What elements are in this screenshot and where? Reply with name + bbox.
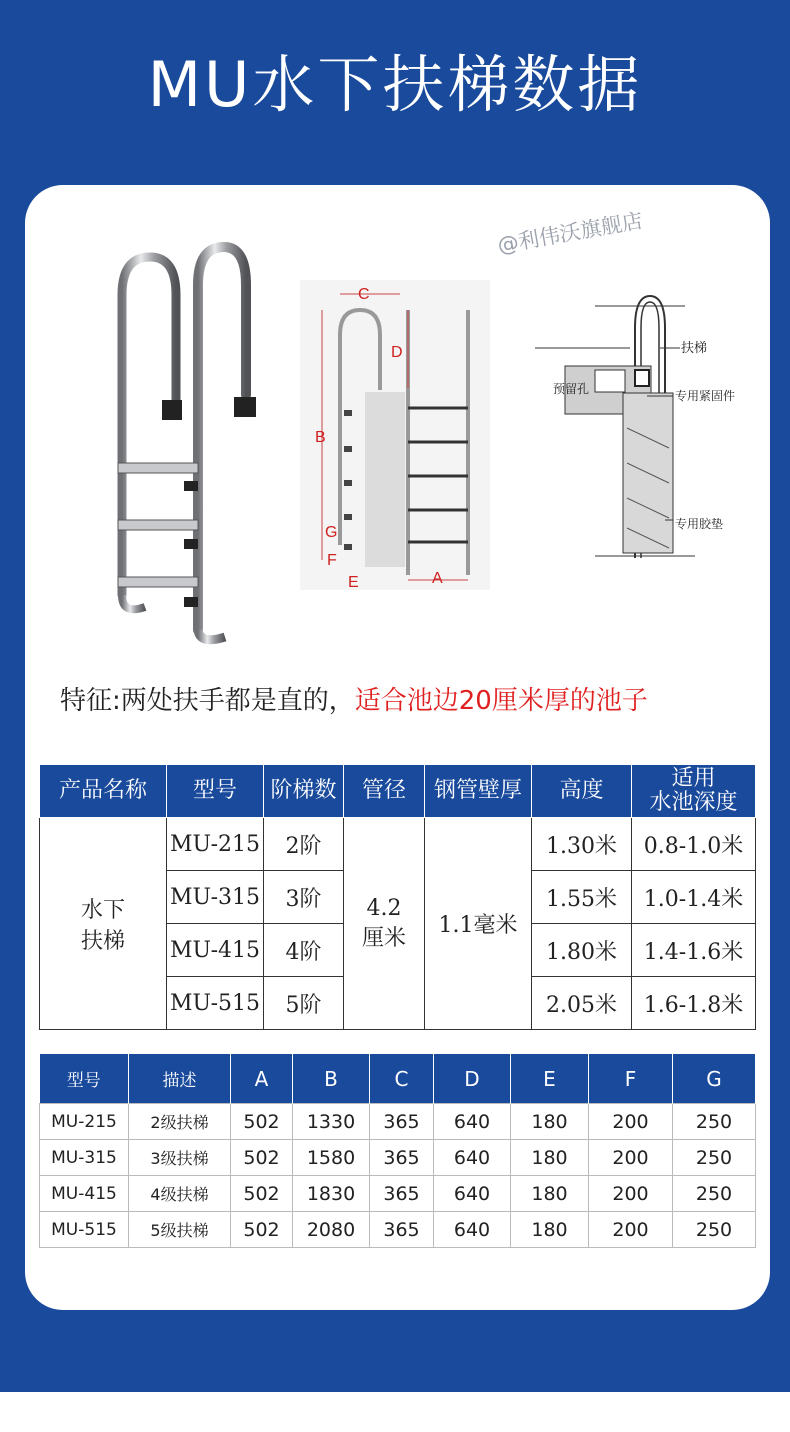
depth-cell: 1.6-1.8米 [632,977,756,1030]
col-header: B [293,1054,370,1104]
col-header: 型号 [167,765,264,818]
dimension-cell: 502 [231,1104,293,1140]
dim-label-d: D [391,344,403,361]
height-cell: 1.30米 [532,818,632,871]
pipe-diameter-cell [344,818,425,1030]
dimension-cell: 365 [370,1176,434,1212]
col-header-line: 水池深度 [649,790,738,815]
dimension-cell: 200 [589,1176,673,1212]
model-cell: MU-415 [167,924,264,977]
col-header: 描述 [129,1054,231,1104]
dimension-cell: 640 [434,1176,511,1212]
dimension-cell: 2080 [293,1212,370,1248]
steps-cell: 2阶 [264,818,344,871]
installation-diagram [535,288,760,563]
dim-label-f: F [327,552,337,569]
model-cell: MU-415 [40,1176,129,1212]
dimension-cell: 250 [673,1176,756,1212]
depth-cell: 1.0-1.4米 [632,871,756,924]
dimension-cell: 502 [231,1140,293,1176]
dimension-diagram [300,280,490,590]
dimension-cell: 180 [511,1104,589,1140]
dimension-cell: 200 [589,1140,673,1176]
dim-label-c: C [358,286,370,303]
wall-thickness-cell: 1.1毫米 [425,818,532,1030]
depth-cell: 0.8-1.0米 [632,818,756,871]
table-row [40,1212,756,1248]
dimension-cell: 640 [434,1104,511,1140]
steps-cell: 5阶 [264,977,344,1030]
feature-prefix: 特征:两处扶手都是直的， [60,686,355,716]
label-fastener: 专用紧固件 [675,389,736,403]
ladder-photo [100,235,270,655]
table-row [40,818,756,871]
col-header: C [370,1054,434,1104]
table-row [40,1140,756,1176]
dimension-cell: 200 [589,1104,673,1140]
dimension-cell: 180 [511,1176,589,1212]
height-cell: 2.05米 [532,977,632,1030]
dimension-cell: 365 [370,1104,434,1140]
label-reserved-hole: 预留孔 [553,382,590,396]
depth-cell: 1.4-1.6米 [632,924,756,977]
col-header: 型号 [40,1054,129,1104]
watermark: @利伟沃旗舰店 [495,208,645,258]
dim-label-e: E [348,574,359,590]
dimension-cell: 502 [231,1212,293,1248]
dimension-cell: 640 [434,1140,511,1176]
dimension-cell: 365 [370,1212,434,1248]
model-cell: MU-215 [167,818,264,871]
col-header-line: 适用 [671,766,716,791]
model-cell: MU-515 [40,1212,129,1248]
spec-table-header [40,765,756,818]
page-title: MU水下扶梯数据 [147,48,643,121]
product-name-line: 扶梯 [80,928,125,954]
label-pad: 专用胶垫 [675,517,724,531]
label-ladder: 扶梯 [681,341,708,356]
col-header: E [511,1054,589,1104]
steps-cell: 3阶 [264,871,344,924]
pipe-diameter-value: 4.2 [366,895,402,921]
feature-highlight: 适合池边20厘米厚的池子 [354,686,648,716]
model-cell: MU-515 [167,977,264,1030]
dimension-cell: 640 [434,1212,511,1248]
table-row [40,1176,756,1212]
dimension-table-header [40,1054,756,1104]
pipe-diameter-unit: 厘米 [361,925,406,951]
col-header: 高度 [532,765,632,818]
spec-table [39,764,756,1030]
col-header: G [673,1054,756,1104]
dimension-cell: 180 [511,1140,589,1176]
dimension-cell: 250 [673,1104,756,1140]
model-cell: MU-315 [167,871,264,924]
description-cell: 5级扶梯 [129,1212,231,1248]
dimension-cell: 502 [231,1176,293,1212]
dimension-cell: 1580 [293,1140,370,1176]
feature-note [60,680,648,717]
product-name-line: 水下 [80,897,125,923]
col-header: 产品名称 [40,765,167,818]
dim-label-b: B [315,429,326,446]
dim-label-g: G [325,524,338,541]
dimension-cell: 250 [673,1212,756,1248]
col-header: D [434,1054,511,1104]
dimension-table [39,1054,756,1248]
description-cell: 3级扶梯 [129,1140,231,1176]
dim-label-a: A [432,570,443,587]
model-cell: MU-315 [40,1140,129,1176]
dimension-cell: 365 [370,1140,434,1176]
col-header: 钢管壁厚 [425,765,532,818]
description-cell: 2级扶梯 [129,1104,231,1140]
dimension-cell: 1330 [293,1104,370,1140]
dimension-cell: 1830 [293,1176,370,1212]
product-name-cell [40,818,167,1030]
dimension-cell: 180 [511,1212,589,1248]
model-cell: MU-215 [40,1104,129,1140]
col-header: 管径 [344,765,425,818]
steps-cell: 4阶 [264,924,344,977]
height-cell: 1.80米 [532,924,632,977]
col-header [632,765,756,818]
col-header: 阶梯数 [264,765,344,818]
height-cell: 1.55米 [532,871,632,924]
dimension-cell: 200 [589,1212,673,1248]
description-cell: 4级扶梯 [129,1176,231,1212]
dimension-cell: 250 [673,1140,756,1176]
table-row [40,1104,756,1140]
col-header: F [589,1054,673,1104]
col-header: A [231,1054,293,1104]
